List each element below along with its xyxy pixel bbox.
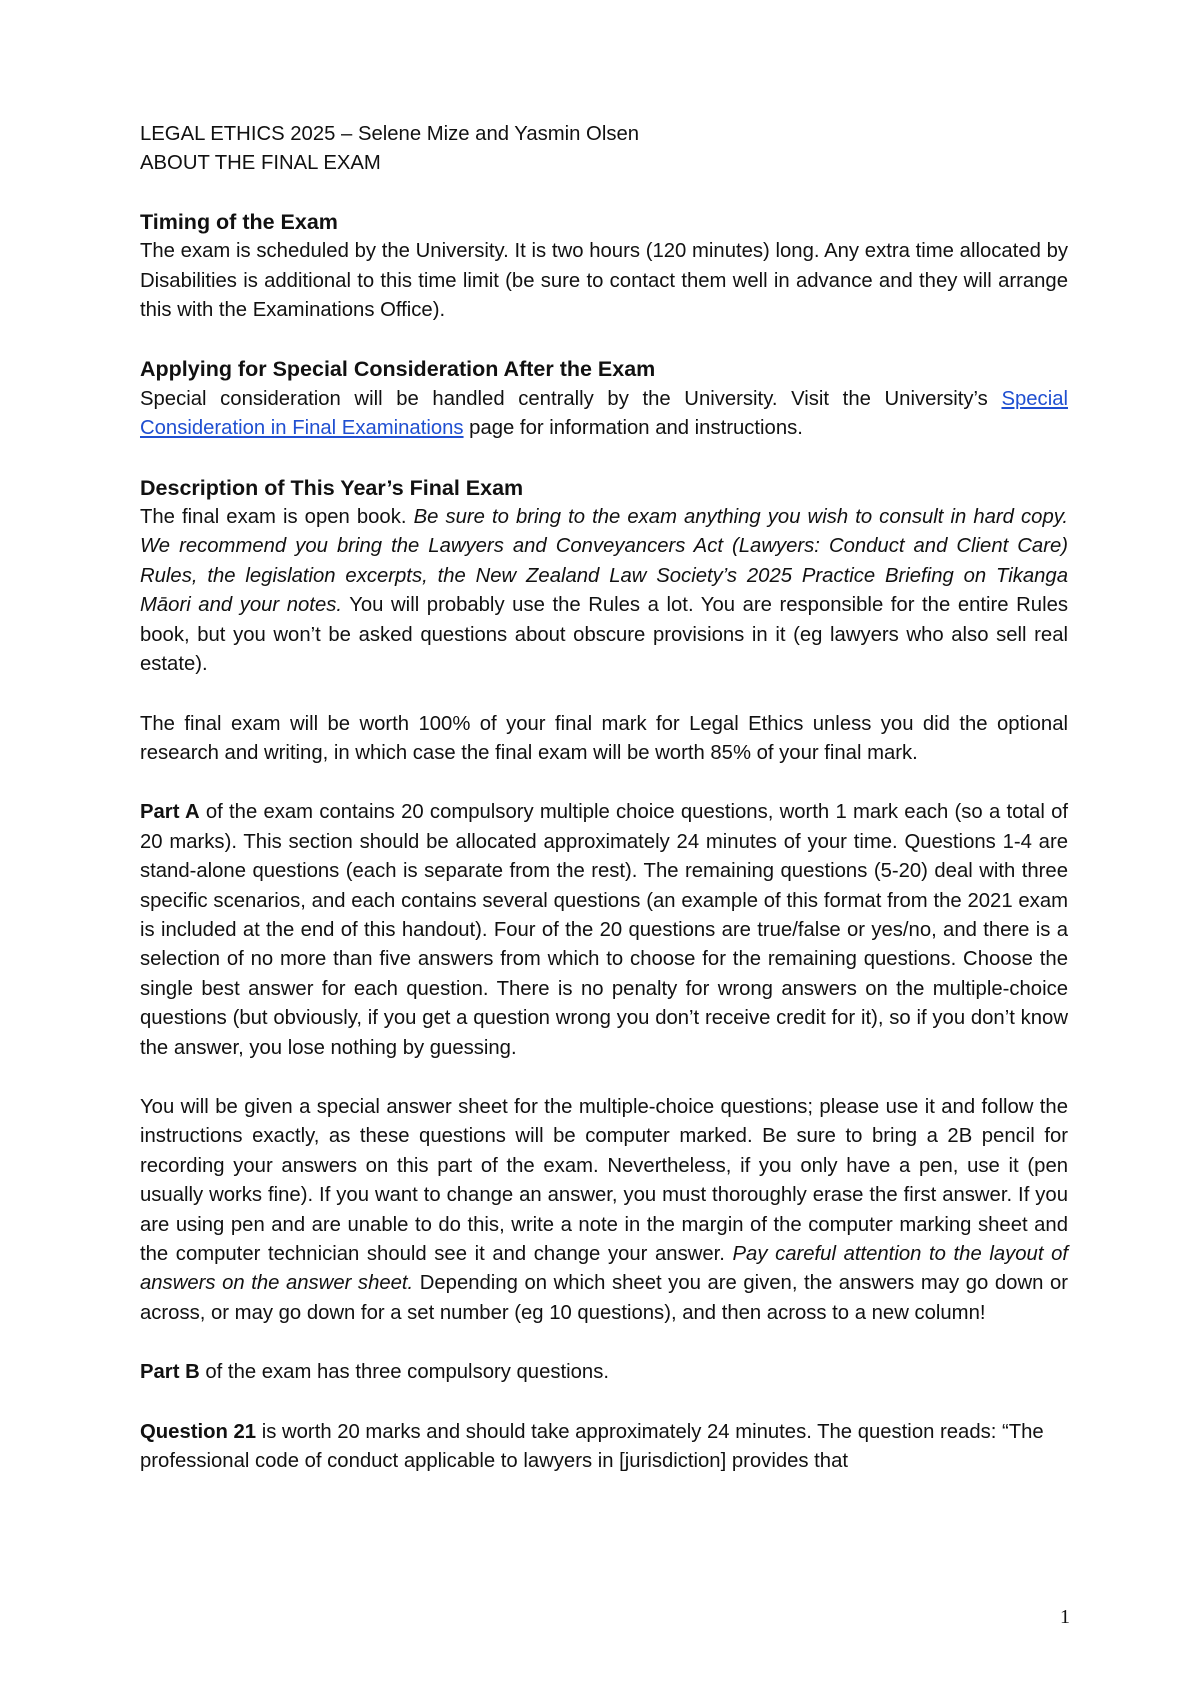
part-a-label: Part A [140,801,200,824]
answer-sheet-start: You will be given a special answer sheet for the multiple-choice questions; please use it and follow the instructions exactly, as these questions will be computer marked. Be sure to bring a 2B pencil for recording your answers on this part of the exam. Nevertheless, if you only have a pen, use it (pen usually works fine). If you want to change an answer, you must thoroughly erase the first answer. If you are using pen and are unable to do this, write a note in the margin of the computer marking sheet and the computer technician should see it and change your answer. [140,1095,1068,1265]
special-consideration-link[interactable]: Special Consideration in Final Examinations [140,387,1068,440]
special-text-before: Special consideration will be handled centrally by the University. Visit the University’s [140,387,1002,410]
timing-heading: Timing of the Exam [140,209,338,234]
answer-sheet-paragraph [140,1093,1068,1328]
document-page [140,120,1068,1476]
page-number: 1 [1060,1606,1070,1628]
question-21-text: is worth 20 marks and should take approximately 24 minutes. The question reads: “The professional code of conduct applicable to lawyers in [jurisdiction] provides that [140,1420,1044,1473]
special-text-after: page for information and instructions. [463,417,803,440]
part-a-text: of the exam contains 20 compulsory multiple choice questions, worth 1 mark each (so a total of 20 marks). This section should be allocated approximately 24 minutes of your time. Questions 1-4 are stand-alone questions (each is separate from the rest). The remaining questions (5-20) deal with three specific scenarios, and each contains several questions (an example of this format from the 2021 exam is included at the end of this handout). Four of the 20 questions are true/false or yes/no, and there is a selection of no more than five answers from which to choose for the remaining questions. Choose the single best answer for each question. There is no penalty for wrong answers on the multiple-choice questions (but obviously, if you get a question wrong you don’t receive credit for it), so if you don’t know the answer, you lose nothing by guessing. [140,801,1069,1059]
description-paragraph-1 [140,503,1068,679]
timing-paragraph: The exam is scheduled by the University. It is two hours (120 minutes) long. Any extra time allocated by Disabilities is additional to this time limit (be sure to contact them well in advance and they will arrange this with the Examinations Office). [140,240,1068,322]
question-21-paragraph [140,1418,1068,1477]
description-paragraph-2: The final exam will be worth 100% of your final mark for Legal Ethics unless you did the optional research and writing, in which case the final exam will be worth 85% of your final mark. [140,712,1068,764]
part-b-text: of the exam has three compulsory questions. [199,1361,609,1384]
special-consideration-heading: Applying for Special Consideration After the Exam [140,357,656,382]
description-p1-end: You will probably use the Rules a lot. You are responsible for the entire Rules book, but you won’t be asked questions about obscure provisions in it (eg lawyers who also sell real estate). [140,594,1068,676]
course-title: LEGAL ETHICS 2025 – Selene Mize and Yasmin Olsen [140,123,640,145]
answer-sheet-end: Depending on which sheet you are given, the answers may go down or across, or may go down for a set number (eg 10 questions), and then across to a new column! [140,1272,1068,1324]
document-title: ABOUT THE FINAL EXAM [140,152,381,175]
question-21-label: Question 21 [140,1420,257,1443]
description-heading: Description of This Year’s Final Exam [140,475,524,500]
description-p1-italic: Be sure to bring to the exam anything you wish to consult in hard copy. We recommend you bring the Lawyers and Conveyancers Act (Lawyers: Conduct and Client Care) Rules, the legislation excerpts, the New Zealand Law Society’s 2025 Practice Briefing on Tikanga Māori and your notes. [140,506,1068,617]
part-a-paragraph [140,798,1068,1063]
answer-sheet-italic: Pay careful attention to the layout of answers on the answer sheet. [140,1243,1068,1295]
special-consideration-paragraph [140,385,1068,444]
part-b-paragraph [140,1358,1068,1387]
part-b-label: Part B [140,1361,200,1384]
description-p1-start: The final exam is open book. [140,506,414,529]
